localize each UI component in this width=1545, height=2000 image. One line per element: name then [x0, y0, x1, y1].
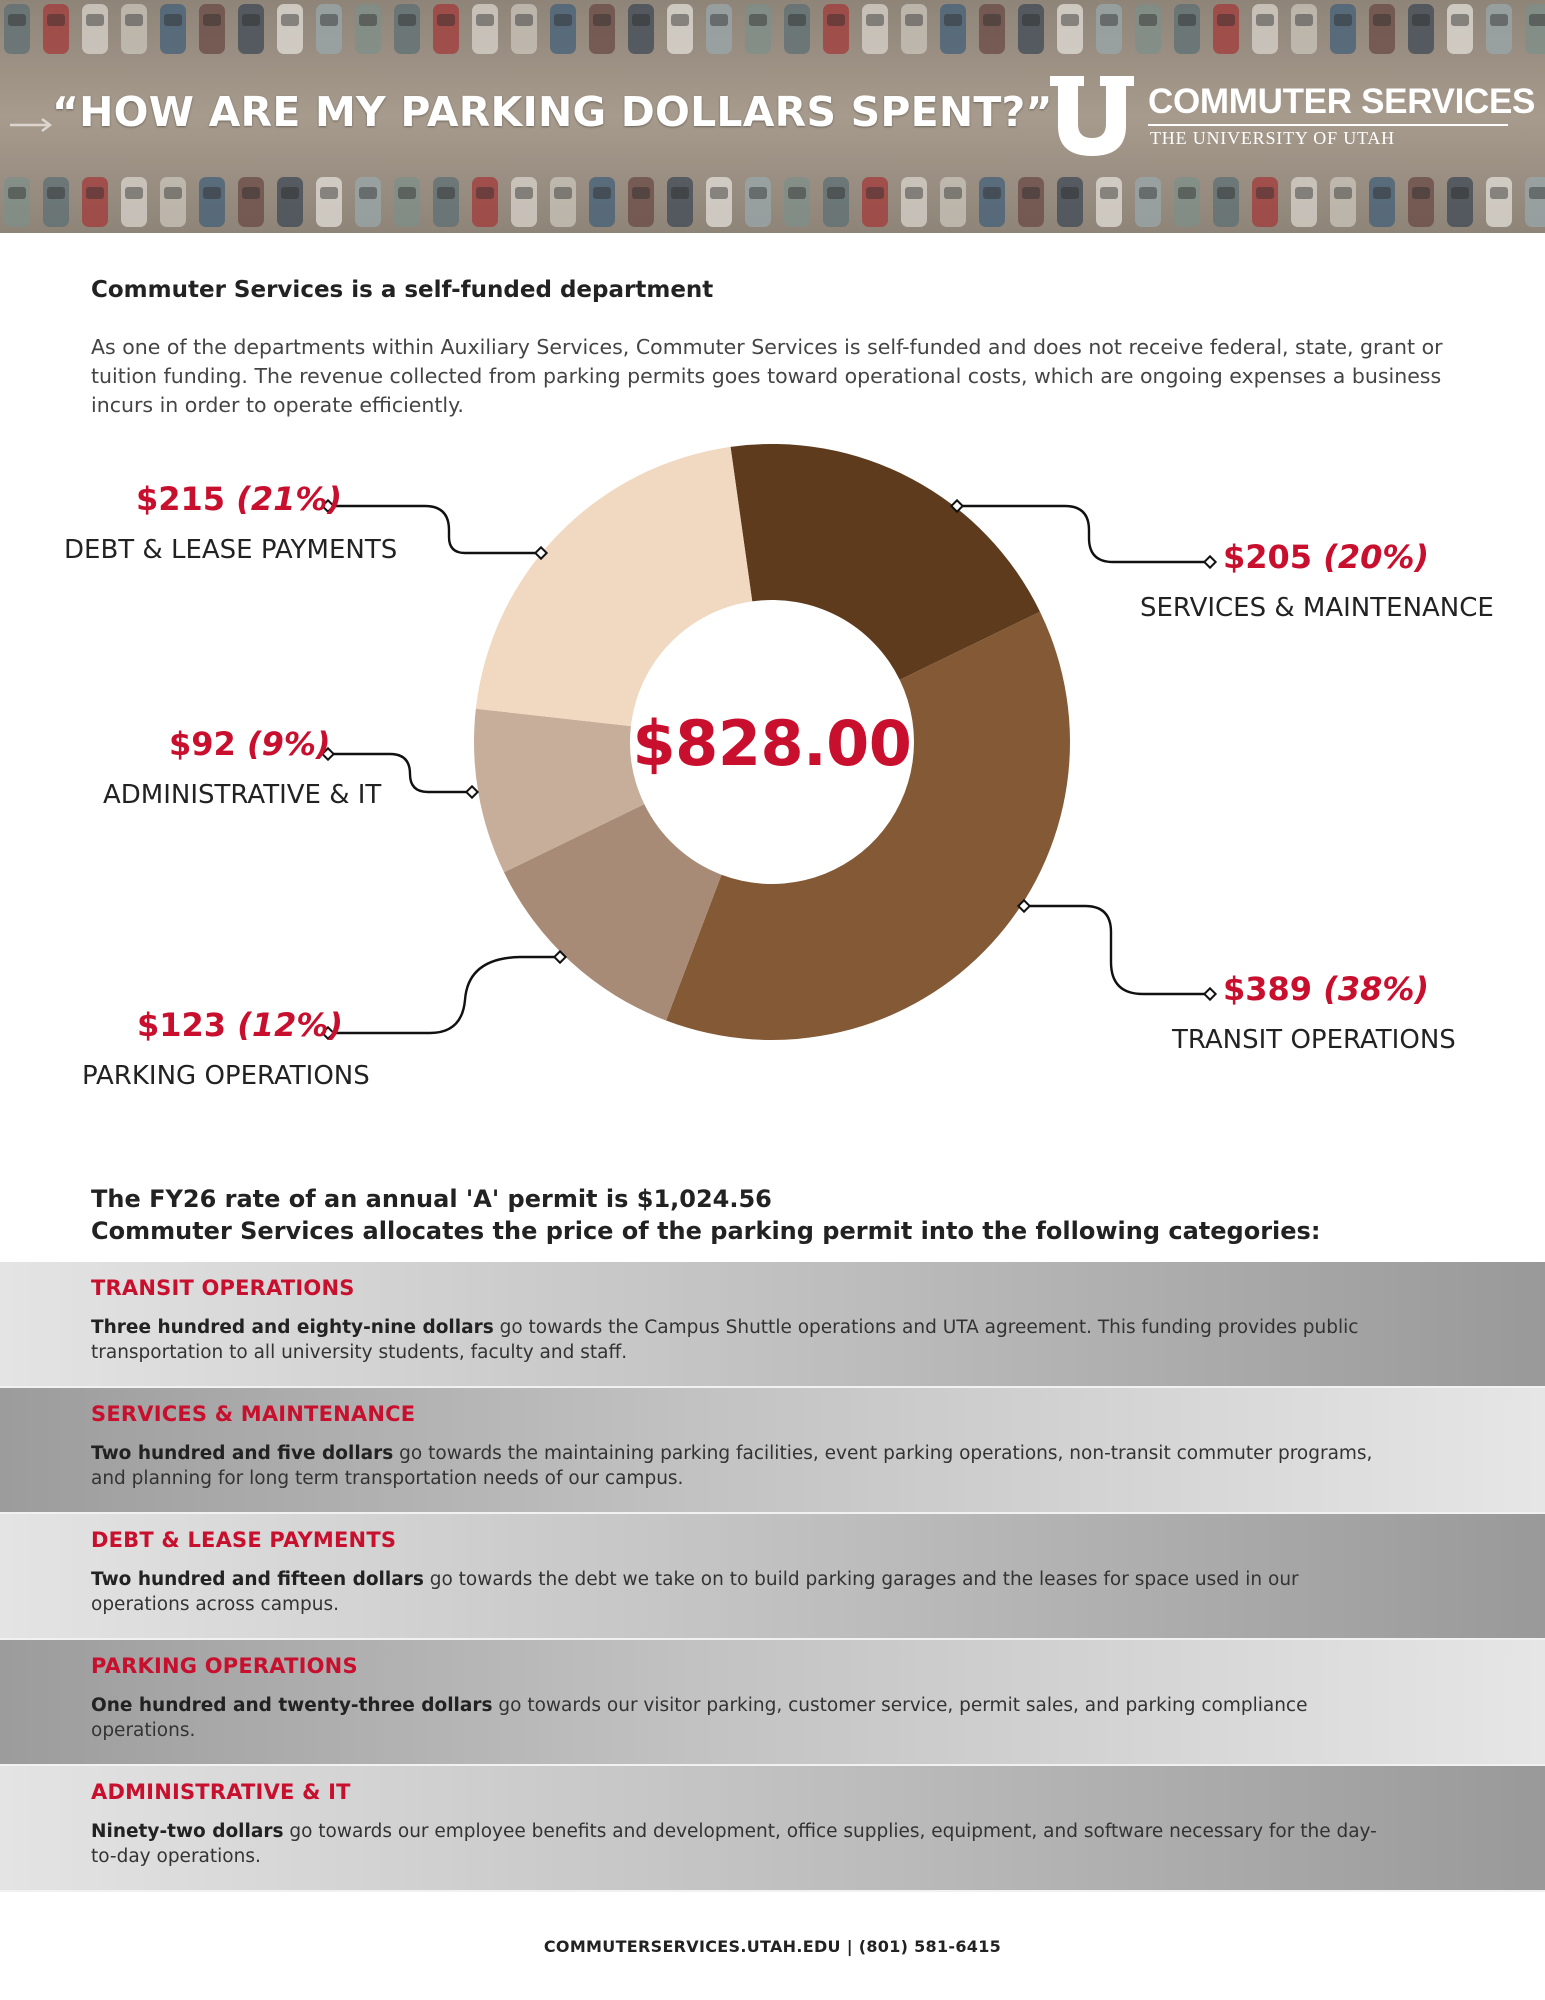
car-windshield — [1490, 14, 1508, 26]
category-band-parking — [0, 1640, 1545, 1766]
parked-car — [4, 4, 30, 54]
permit-rate-line: The FY26 rate of an annual 'A' permit is $1,024.56 — [91, 1185, 772, 1213]
callout-label: PARKING OPERATIONS — [82, 1061, 370, 1091]
parked-car — [433, 177, 459, 227]
parked-car — [589, 4, 615, 54]
car-windshield — [1256, 14, 1274, 26]
parked-car — [43, 177, 69, 227]
parked-car — [1447, 177, 1473, 227]
parked-car — [901, 4, 927, 54]
car-windshield — [8, 14, 26, 26]
logo-subtitle: THE UNIVERSITY OF UTAH — [1150, 128, 1395, 148]
parked-car — [940, 4, 966, 54]
car-windshield — [1373, 14, 1391, 26]
parked-car — [784, 4, 810, 54]
car-windshield — [476, 187, 494, 199]
category-lead: Two hundred and fifteen dollars — [91, 1569, 424, 1590]
car-windshield — [827, 187, 845, 199]
car-windshield — [671, 14, 689, 26]
car-windshield — [398, 187, 416, 199]
car-windshield — [1334, 14, 1352, 26]
car-windshield — [320, 187, 338, 199]
parked-car — [472, 4, 498, 54]
page-title: “HOW ARE MY PARKING DOLLARS SPENT?” — [52, 88, 1053, 136]
parked-car — [550, 177, 576, 227]
car-windshield — [1451, 187, 1469, 199]
car-windshield — [242, 14, 260, 26]
parked-car — [1369, 4, 1395, 54]
parked-car — [160, 177, 186, 227]
car-windshield — [1022, 187, 1040, 199]
car-windshield — [827, 14, 845, 26]
parked-car — [1525, 177, 1545, 227]
car-windshield — [554, 187, 572, 199]
car-windshield — [593, 187, 611, 199]
parked-car — [4, 177, 30, 227]
leader-endpoint-marker — [466, 786, 477, 797]
parked-car — [355, 4, 381, 54]
car-windshield — [1178, 187, 1196, 199]
university-u-logo-icon — [1050, 76, 1134, 156]
parked-car — [940, 177, 966, 227]
car-windshield — [1334, 187, 1352, 199]
car-windshield — [632, 187, 650, 199]
callout-amount: $215 — [136, 480, 226, 518]
parked-car — [1525, 4, 1545, 54]
car-windshield — [476, 14, 494, 26]
parked-car — [667, 4, 693, 54]
arrow-right-icon — [10, 118, 56, 132]
leader-line — [1024, 906, 1210, 994]
parked-car — [433, 4, 459, 54]
car-windshield — [1022, 14, 1040, 26]
parked-car — [355, 177, 381, 227]
parked-car — [1018, 4, 1044, 54]
car-windshield — [1217, 187, 1235, 199]
callout-percent: (9%) — [246, 725, 331, 763]
intro-heading: Commuter Services is a self-funded department — [91, 277, 714, 303]
car-windshield — [164, 187, 182, 199]
parked-car — [1018, 177, 1044, 227]
car-windshield — [1295, 14, 1313, 26]
car-windshield — [515, 14, 533, 26]
callout-amount: $389 — [1223, 970, 1313, 1008]
callout-transit — [1223, 970, 1429, 1008]
leader-endpoint-marker — [1204, 556, 1215, 567]
car-windshield — [47, 14, 65, 26]
parked-car — [784, 177, 810, 227]
car-windshield — [1412, 14, 1430, 26]
logo-name: COMMUTER SERVICES — [1148, 82, 1536, 121]
callout-percent: (38%) — [1323, 970, 1430, 1008]
parked-car — [199, 177, 225, 227]
car-windshield — [203, 14, 221, 26]
callout-percent: (12%) — [237, 1006, 344, 1044]
car-windshield — [944, 187, 962, 199]
header-banner — [0, 0, 1545, 233]
car-windshield — [866, 187, 884, 199]
category-band-admin — [0, 1766, 1545, 1892]
callout-amount: $123 — [137, 1006, 227, 1044]
parked-car — [394, 177, 420, 227]
parked-car — [1096, 177, 1122, 227]
category-title: ADMINISTRATIVE & IT — [91, 1780, 351, 1804]
car-windshield — [281, 14, 299, 26]
car-windshield — [1139, 187, 1157, 199]
car-windshield — [554, 14, 572, 26]
callout-label: DEBT & LEASE PAYMENTS — [64, 535, 398, 565]
parked-car — [1291, 4, 1317, 54]
callout-label: ADMINISTRATIVE & IT — [103, 780, 382, 810]
car-windshield — [359, 14, 377, 26]
parked-car — [745, 177, 771, 227]
callout-label: TRANSIT OPERATIONS — [1172, 1025, 1456, 1055]
callout-debt-lease — [136, 480, 342, 518]
category-list — [0, 1262, 1545, 1892]
car-windshield — [86, 187, 104, 199]
category-title: DEBT & LEASE PAYMENTS — [91, 1528, 397, 1552]
category-text: go towards our visitor parking, customer service, permit sales, and parking compliance operations. — [91, 1695, 1308, 1741]
callout-services-label — [1140, 587, 1494, 623]
callout-percent: (21%) — [236, 480, 343, 518]
parked-car — [1369, 177, 1395, 227]
parked-car — [1486, 177, 1512, 227]
car-windshield — [203, 187, 221, 199]
car-windshield — [983, 187, 1001, 199]
car-windshield — [1256, 187, 1274, 199]
parked-car — [1174, 177, 1200, 227]
leader-line — [328, 957, 560, 1033]
car-windshield — [1412, 187, 1430, 199]
car-windshield — [710, 14, 728, 26]
category-text: go towards the debt we take on to build parking garages and the leases for space used in our operations across campus. — [91, 1569, 1299, 1615]
intro-body: As one of the departments within Auxiliary Services, Commuter Services is self-funded and does not receive federal, state, grant or tuition funding. The revenue collected from parking permits goes toward operational costs, which are ongoing expenses a business incurs in order to operate efficiently. — [91, 335, 1443, 417]
car-windshield — [8, 187, 26, 199]
car-windshield — [788, 14, 806, 26]
category-text: go towards our employee benefits and development, office supplies, equipment, and software necessary for the day-to-day operations. — [91, 1821, 1377, 1867]
car-windshield — [1061, 187, 1079, 199]
parked-car — [1213, 177, 1239, 227]
parked-car — [1330, 177, 1356, 227]
car-windshield — [1217, 14, 1235, 26]
car-windshield — [749, 14, 767, 26]
parked-car — [43, 4, 69, 54]
parked-car — [1330, 4, 1356, 54]
parked-car — [862, 4, 888, 54]
car-windshield — [515, 187, 533, 199]
callout-percent: (20%) — [1323, 538, 1430, 576]
car-windshield — [1373, 187, 1391, 199]
parked-car — [862, 177, 888, 227]
car-windshield — [905, 187, 923, 199]
parked-car — [667, 177, 693, 227]
category-text: go towards the Campus Shuttle operations and UTA agreement. This funding provides public transportation to all university students, faculty and staff. — [91, 1317, 1359, 1363]
parked-car — [1135, 4, 1161, 54]
car-windshield — [632, 14, 650, 26]
parked-car — [238, 4, 264, 54]
parked-car — [550, 4, 576, 54]
parked-car — [706, 4, 732, 54]
parked-car — [589, 177, 615, 227]
car-windshield — [593, 14, 611, 26]
footer-contact: COMMUTERSERVICES.UTAH.EDU | (801) 581-6415 — [543, 1937, 1002, 1956]
car-windshield — [398, 14, 416, 26]
callout-debt-lease-label — [64, 529, 397, 565]
car-windshield — [1529, 14, 1545, 26]
parked-car — [1135, 177, 1161, 227]
car-windshield — [437, 14, 455, 26]
parked-cars-top-image — [0, 0, 1545, 62]
slice-transit-operations — [666, 612, 1070, 1040]
category-description — [91, 1819, 1401, 1869]
car-windshield — [866, 14, 884, 26]
parked-car — [979, 177, 1005, 227]
parked-car — [1057, 177, 1083, 227]
category-description — [91, 1693, 1401, 1743]
parked-car — [1096, 4, 1122, 54]
car-windshield — [242, 187, 260, 199]
category-lead: One hundred and twenty-three dollars — [91, 1695, 493, 1716]
parked-car — [82, 4, 108, 54]
car-windshield — [1490, 187, 1508, 199]
parked-car — [160, 4, 186, 54]
category-band-services — [0, 1388, 1545, 1514]
car-windshield — [710, 187, 728, 199]
category-band-transit — [0, 1262, 1545, 1388]
parked-car — [628, 4, 654, 54]
parked-car — [1252, 4, 1278, 54]
parked-car — [1291, 177, 1317, 227]
category-title: SERVICES & MAINTENANCE — [91, 1402, 416, 1426]
car-windshield — [359, 187, 377, 199]
car-windshield — [320, 14, 338, 26]
car-windshield — [164, 14, 182, 26]
parked-car — [238, 177, 264, 227]
slice-debt-lease — [476, 447, 752, 726]
category-description — [91, 1315, 1401, 1365]
parked-car — [316, 4, 342, 54]
car-windshield — [1061, 14, 1079, 26]
parked-car — [121, 177, 147, 227]
category-title: TRANSIT OPERATIONS — [91, 1276, 355, 1300]
callout-admin-label — [103, 774, 381, 810]
permit-rate — [91, 1183, 1320, 1247]
parked-cars-bottom-image — [0, 171, 1545, 233]
car-windshield — [905, 14, 923, 26]
parked-car — [901, 177, 927, 227]
car-windshield — [86, 14, 104, 26]
parked-car — [277, 177, 303, 227]
parked-car — [511, 4, 537, 54]
callout-parking-label — [82, 1055, 370, 1091]
allocation-line: Commuter Services allocates the price of the parking permit into the following categories: — [91, 1217, 1321, 1245]
chart-total: $828.00 — [632, 707, 912, 780]
callout-admin — [169, 725, 331, 763]
parked-car — [394, 4, 420, 54]
leader-endpoint-marker — [1204, 988, 1215, 999]
logo-divider — [1148, 124, 1508, 126]
parked-car — [745, 4, 771, 54]
parked-car — [1486, 4, 1512, 54]
parked-car — [1447, 4, 1473, 54]
car-windshield — [1100, 14, 1118, 26]
car-windshield — [1100, 187, 1118, 199]
parked-car — [1408, 4, 1434, 54]
parked-car — [1213, 4, 1239, 54]
car-windshield — [1451, 14, 1469, 26]
parked-car — [979, 4, 1005, 54]
parked-car — [1408, 177, 1434, 227]
parked-car — [121, 4, 147, 54]
parked-car — [472, 177, 498, 227]
parked-car — [823, 177, 849, 227]
category-lead: Ninety-two dollars — [91, 1821, 284, 1842]
car-windshield — [1529, 187, 1545, 199]
category-lead: Two hundred and five dollars — [91, 1443, 394, 1464]
car-windshield — [1139, 14, 1157, 26]
parked-car — [199, 4, 225, 54]
car-windshield — [47, 187, 65, 199]
car-windshield — [125, 187, 143, 199]
parked-car — [1252, 177, 1278, 227]
category-band-debt — [0, 1514, 1545, 1640]
category-title: PARKING OPERATIONS — [91, 1654, 358, 1678]
car-windshield — [788, 187, 806, 199]
car-windshield — [749, 187, 767, 199]
parked-car — [823, 4, 849, 54]
parked-car — [706, 177, 732, 227]
car-windshield — [281, 187, 299, 199]
callout-amount: $92 — [169, 725, 236, 763]
category-description — [91, 1441, 1401, 1491]
car-windshield — [983, 14, 1001, 26]
category-lead: Three hundred and eighty-nine dollars — [91, 1317, 494, 1338]
parked-car — [1057, 4, 1083, 54]
parked-car — [316, 177, 342, 227]
callout-services — [1223, 538, 1429, 576]
parked-car — [82, 177, 108, 227]
parked-car — [277, 4, 303, 54]
category-text: go towards the maintaining parking facilities, event parking operations, non-transit commuter programs, and planning for long term transportation needs of our campus. — [91, 1443, 1373, 1489]
car-windshield — [1295, 187, 1313, 199]
car-windshield — [671, 187, 689, 199]
parked-car — [1174, 4, 1200, 54]
parked-car — [511, 177, 537, 227]
car-windshield — [944, 14, 962, 26]
callout-amount: $205 — [1223, 538, 1313, 576]
car-windshield — [1178, 14, 1196, 26]
car-windshield — [125, 14, 143, 26]
callout-transit-label — [1172, 1019, 1456, 1055]
parked-car — [628, 177, 654, 227]
callout-parking — [137, 1006, 343, 1044]
car-windshield — [437, 187, 455, 199]
category-description — [91, 1567, 1401, 1617]
callout-label: SERVICES & MAINTENANCE — [1140, 593, 1494, 623]
